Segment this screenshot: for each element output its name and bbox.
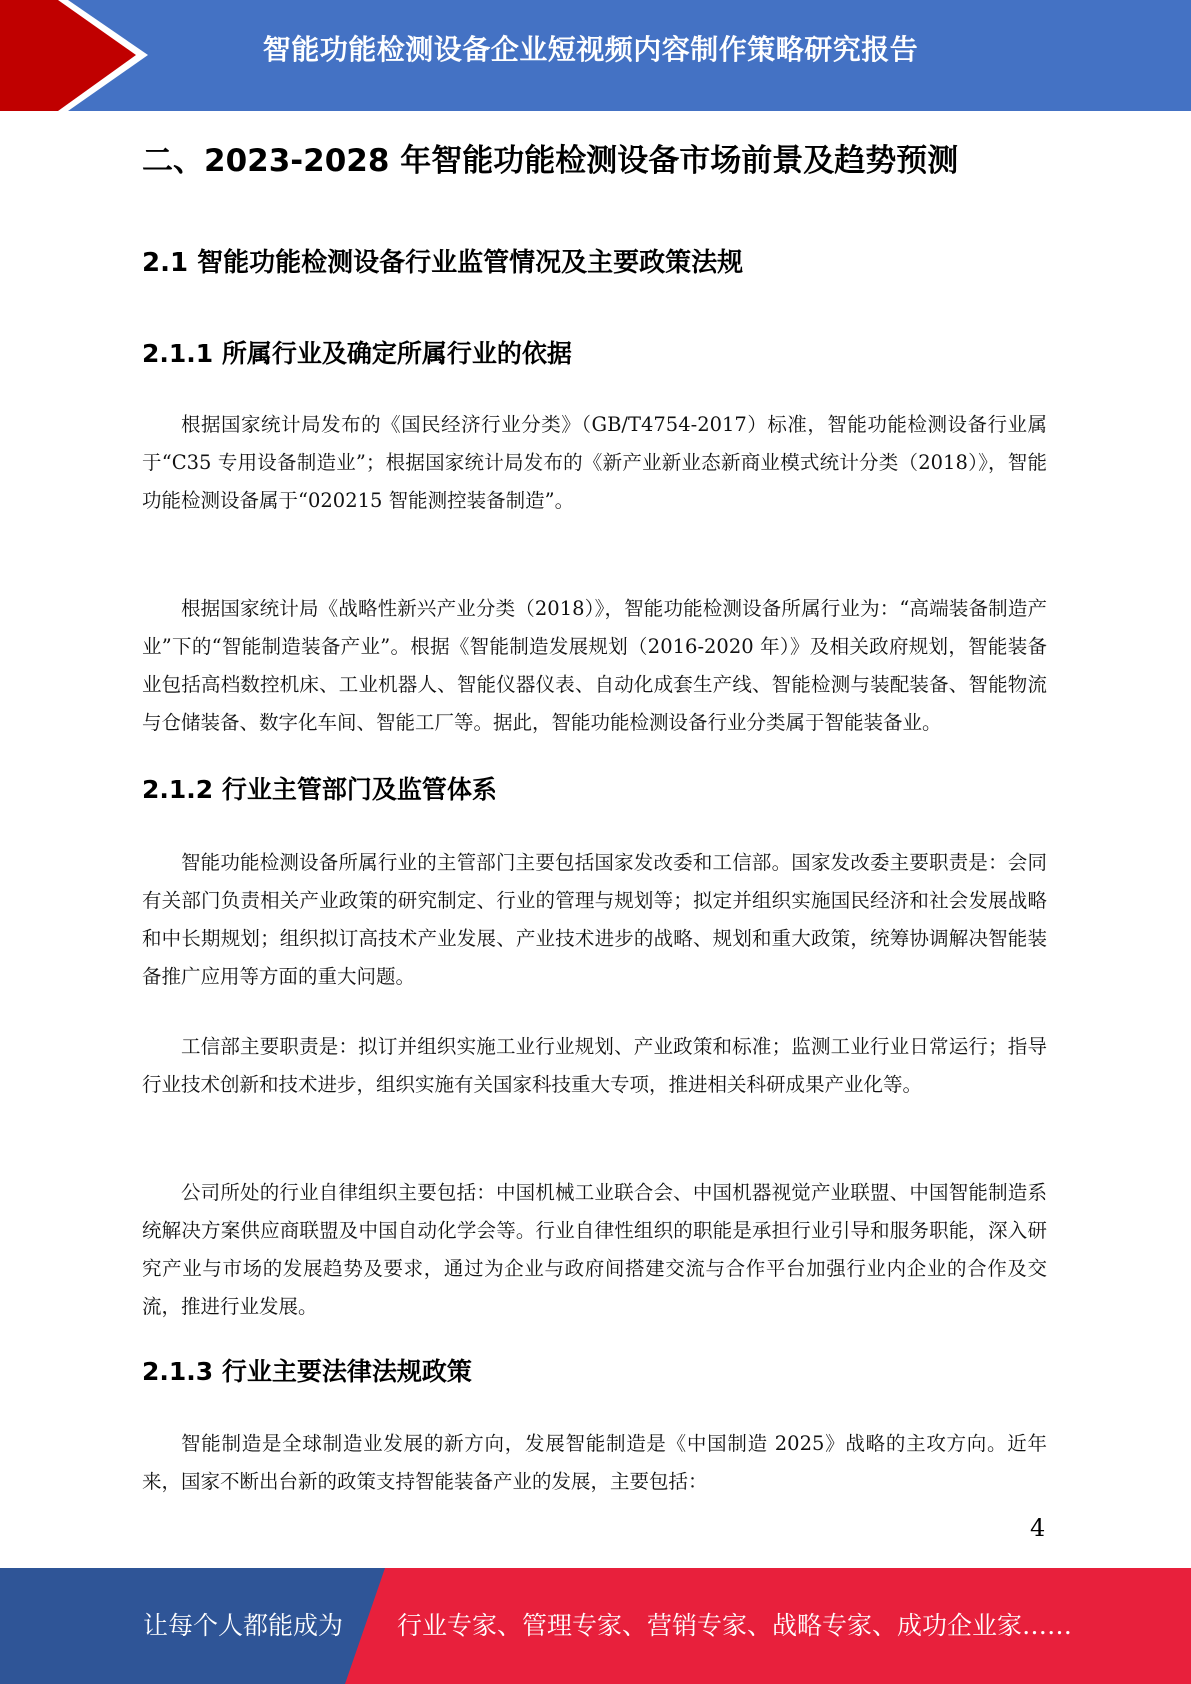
header-title: 智能功能检测设备企业短视频内容制作策略研究报告 [262, 33, 919, 66]
section-heading-2-1-1: 2.1.1 所属行业及确定所属行业的依据 [142, 339, 572, 368]
section-heading-2-1-3: 2.1.3 行业主要法律法规政策 [142, 1357, 472, 1386]
paragraph-2: 根据国家统计局《战略性新兴产业分类（2018）》，智能功能检测设备所属行业为：“高端装备制造产业”下的“智能制造装备产业”。根据《智能制造发展规划（2016-2020 年）》及相关政府规划，智能装备业包括高档数控机床、工业机器人、智能仪器仪表、自动化成套生产线、智能检测与装配装备、智能物流与仓储装备、数字化车间、智能工厂等。据此，智能功能检测设备行业分类属于智能装备业。 [142, 597, 1047, 734]
page-number: 4 [1030, 1514, 1046, 1542]
footer-slogan-left: 让每个人都能成为 [143, 1611, 344, 1640]
chapter-heading: 二、2023-2028 年智能功能检测设备市场前景及趋势预测 [142, 143, 959, 179]
paragraph-4: 工信部主要职责是：拟订并组织实施工业行业规划、产业政策和标准；监测工业行业日常运行；指导行业技术创新和技术进步，组织实施有关国家科技重大专项，推进相关科研成果产业化等。 [142, 1035, 1047, 1096]
paragraph-5: 公司所处的行业自律组织主要包括：中国机械工业联合会、中国机器视觉产业联盟、中国智能制造系统解决方案供应商联盟及中国自动化学会等。行业自律性组织的职能是承担行业引导和服务职能，深入研究产业与市场的发展趋势及要求，通过为企业与政府间搭建交流与合作平台加强行业内企业的合作及交流，推进行业发展。 [142, 1181, 1047, 1318]
section-heading-2-1: 2.1 智能功能检测设备行业监管情况及主要政策法规 [142, 248, 744, 278]
footer-slogan-right: 行业专家、管理专家、营销专家、战略专家、成功企业家…… [397, 1611, 1073, 1640]
header-band [0, 0, 1191, 111]
section-heading-2-1-2: 2.1.2 行业主管部门及监管体系 [142, 775, 497, 804]
paragraph-1: 根据国家统计局发布的《国民经济行业分类》（GB/T4754-2017）标准，智能功能检测设备行业属于“C35 专用设备制造业”；根据国家统计局发布的《新产业新业态新商业模式统计分类（2018）》，智能功能检测设备属于“020215 智能测控装备制造”。 [142, 413, 1047, 512]
footer-band [0, 1568, 1191, 1684]
paragraph-3: 智能功能检测设备所属行业的主管部门主要包括国家发改委和工信部。国家发改委主要职责是：会同有关部门负责相关产业政策的研究制定、行业的管理与规划等；拟定并组织实施国民经济和社会发展战略和中长期规划；组织拟订高技术产业发展、产业技术进步的战略、规划和重大政策，统筹协调解决智能装备推广应用等方面的重大问题。 [142, 851, 1047, 988]
paragraph-6: 智能制造是全球制造业发展的新方向，发展智能制造是《中国制造 2025》战略的主攻方向。近年来，国家不断出台新的政策支持智能装备产业的发展，主要包括： [142, 1432, 1047, 1493]
chevron-icon [0, 0, 150, 111]
